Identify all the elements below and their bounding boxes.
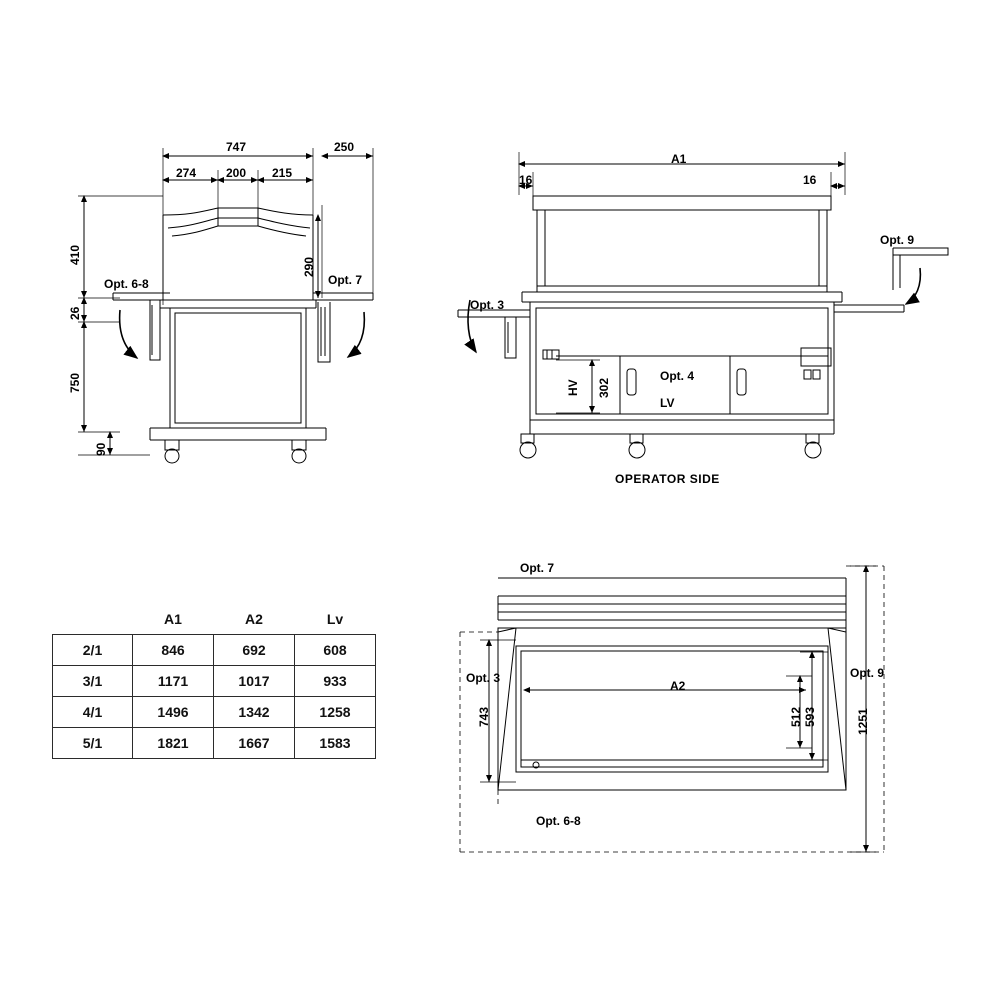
table-cell-a2: 1017 bbox=[214, 666, 295, 697]
table-cell-a2: 1342 bbox=[214, 697, 295, 728]
table-cell-lv: 1583 bbox=[295, 728, 376, 759]
dim-side-750: 750 bbox=[68, 372, 82, 393]
table-row bbox=[53, 666, 376, 697]
table-cell-a2: 1667 bbox=[214, 728, 295, 759]
dim-side-290: 290 bbox=[302, 256, 316, 277]
table-cell-a1: 846 bbox=[133, 635, 214, 666]
table-cell-model: 3/1 bbox=[53, 666, 133, 697]
dimension-table bbox=[52, 604, 376, 759]
label-hv: HV bbox=[566, 379, 580, 396]
table-cell-lv: 1258 bbox=[295, 697, 376, 728]
side-view-geometry bbox=[78, 148, 373, 463]
dim-top-512: 512 bbox=[789, 706, 803, 727]
table-cell-a1: 1171 bbox=[133, 666, 214, 697]
callout-opt-9-top: Opt. 9 bbox=[850, 666, 885, 680]
operator-side-geometry bbox=[458, 152, 948, 458]
table-cell-a1: 1821 bbox=[133, 728, 214, 759]
dim-side-410: 410 bbox=[68, 244, 82, 265]
label-opt-4: Opt. 4 bbox=[660, 369, 695, 383]
dim-side-90: 90 bbox=[94, 442, 108, 456]
table-corner-cell bbox=[53, 604, 133, 635]
table-cell-lv: 608 bbox=[295, 635, 376, 666]
callout-opt-3-top: Opt. 3 bbox=[466, 671, 501, 685]
dim-side-200: 200 bbox=[226, 166, 247, 180]
dim-top-743: 743 bbox=[477, 706, 491, 727]
dim-front-302: 302 bbox=[597, 377, 611, 398]
dim-front-16-right: 16 bbox=[803, 173, 817, 187]
callout-opt-7-side: Opt. 7 bbox=[328, 273, 363, 287]
table-cell-a1: 1496 bbox=[133, 697, 214, 728]
callout-opt-6-8-side: Opt. 6-8 bbox=[104, 277, 149, 291]
table-cell-model: 2/1 bbox=[53, 635, 133, 666]
table-row bbox=[53, 635, 376, 666]
table-cell-a2: 692 bbox=[214, 635, 295, 666]
dim-front-a1: A1 bbox=[671, 152, 687, 166]
table-cell-lv: 933 bbox=[295, 666, 376, 697]
table-row bbox=[53, 728, 376, 759]
dim-side-250: 250 bbox=[334, 140, 355, 154]
table-row bbox=[53, 697, 376, 728]
dim-side-274: 274 bbox=[176, 166, 197, 180]
dim-front-16-left: 16 bbox=[519, 173, 533, 187]
dim-top-a2: A2 bbox=[670, 679, 686, 693]
dim-top-1251: 1251 bbox=[856, 708, 870, 735]
table-header-a2: A2 bbox=[214, 604, 295, 635]
table-header-a1: A1 bbox=[133, 604, 214, 635]
dim-side-26: 26 bbox=[68, 306, 82, 320]
callout-opt-7-top: Opt. 7 bbox=[520, 561, 555, 575]
table-header-lv: Lv bbox=[295, 604, 376, 635]
table-cell-model: 4/1 bbox=[53, 697, 133, 728]
caption-operator-side: OPERATOR SIDE bbox=[615, 472, 720, 486]
callout-opt-9-front: Opt. 9 bbox=[880, 233, 915, 247]
callout-opt-3-front: Opt. 3 bbox=[470, 298, 505, 312]
top-view-geometry bbox=[460, 566, 884, 852]
dim-top-593: 593 bbox=[803, 706, 817, 727]
label-lv: LV bbox=[660, 396, 675, 410]
dim-side-747: 747 bbox=[226, 140, 247, 154]
callout-opt-6-8-top: Opt. 6-8 bbox=[536, 814, 581, 828]
table-cell-model: 5/1 bbox=[53, 728, 133, 759]
dim-side-215: 215 bbox=[272, 166, 293, 180]
table-header-row bbox=[53, 604, 376, 635]
